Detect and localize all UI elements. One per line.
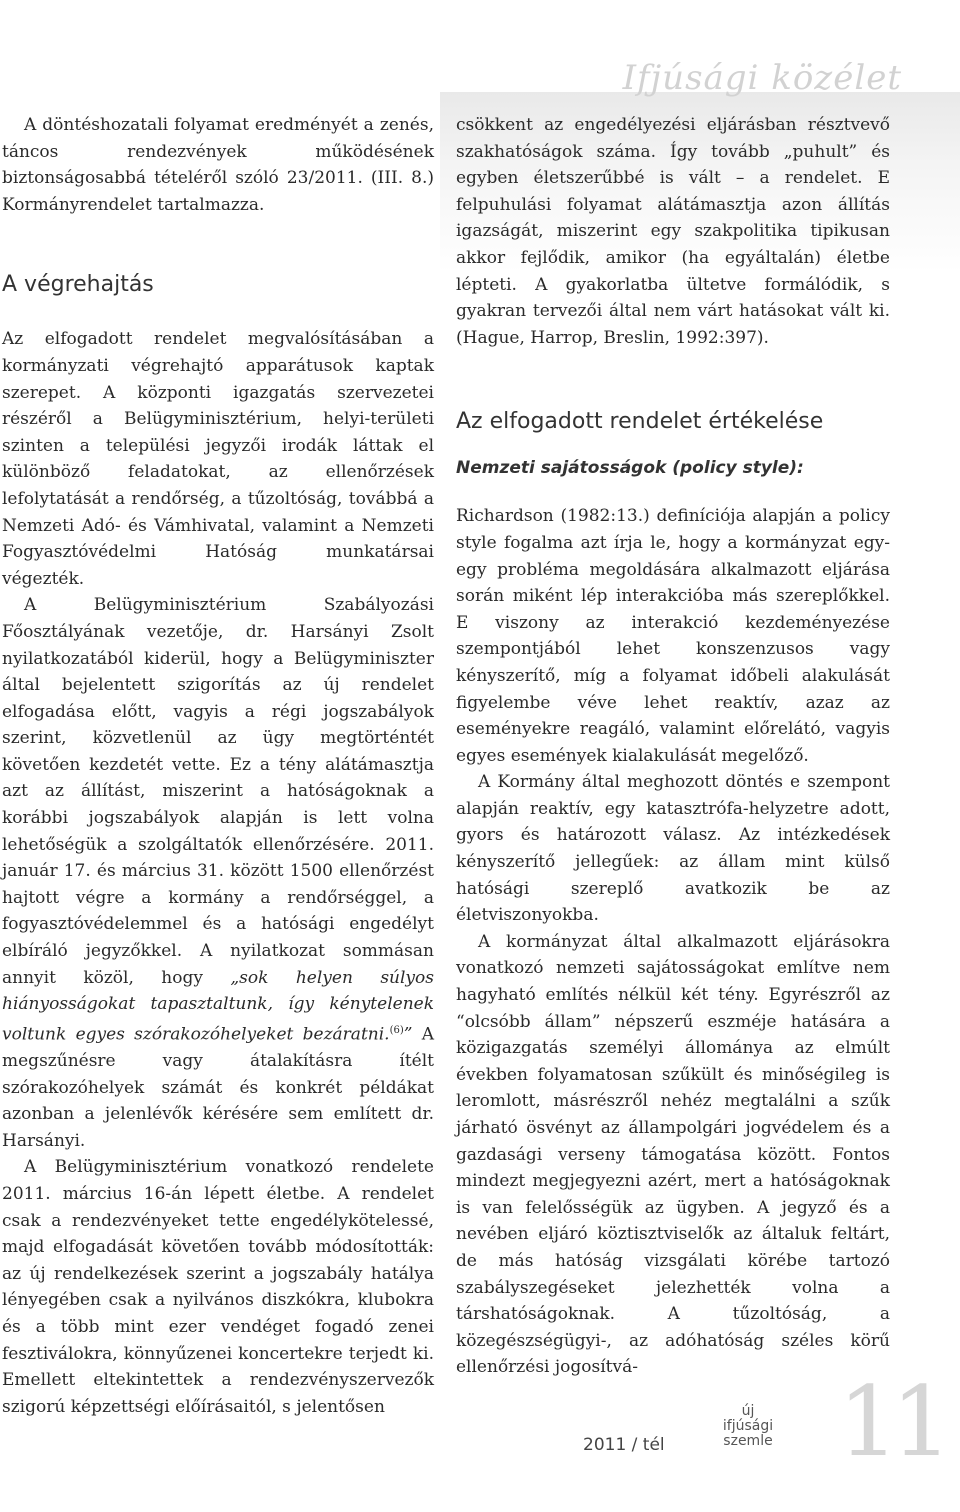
- paragraph-with-quote: [2, 592, 434, 1154]
- quote: „sok helyen súlyos hiányosságokat tapasztaltunk, így kénytelenek voltunk egyes szórakozóhelyeket bezáratni.: [2, 967, 434, 1045]
- intro-paragraph: A döntéshozatali folyamat eredményét a zenés, táncos rendezvények működésének biztonságosabbá tételéről szóló 23/2011. (III. 8.) Kormányrendelet tartalmazza.: [2, 115, 434, 215]
- paragraph: A kormányzat által alkalmazott eljárásokra vonatkozó nemzeti sajátosságokat említve nem hagyható említés nélkül két tény. Egyrészről az “olcsóbb állam” népszerű eszméje hatására a közigazgatás személyi állománya az elmúlt években folyamatosan szűkült és minőségileg is leromlott, másrészről nehéz megtalálni a szűk járható ösvényt az állampolgári jogvédelem és a gazdasági verseny támogatása között. Fontos mindezt megjegyezni azért, mert a hatóságoknak is van felelősségük az ügyben. A jegyző és a nevében eljáró köztisztviselők az általuk feltárt, de más hatóság vizsgálati körébe tartozó szabályszegéseket jelezhették volna a társhatóságoknak. A tűzoltóság, a közegészségügyi-, az adóhatóság széles körű ellenőrzési jogosítvá-: [456, 931, 890, 1378]
- logo-line: új: [741, 1403, 755, 1419]
- logo-line: ifjúsági: [722, 1418, 774, 1434]
- left-column: [2, 112, 434, 1420]
- page-number: 11: [838, 1366, 945, 1478]
- spacer: [456, 351, 890, 407]
- paragraph: csökkent az engedélyezési eljárásban résztvevő szakhatóságok száma. Így tovább „puhult” és egyben életszerűbbé is vált – a rendelet. E felpuhulási folyamat alátámasztja azon állítás igazságát, miszerint egy szakpolitika tipikusan akkor fejlődik, amikor (ha egyáltalán) életbe lépteti. A gyakorlatba ültetve formálódik, s gyakran tervezői által nem várt hatásokat vált ki. (Hague, Harrop, Breslin, 1992:397).: [456, 115, 890, 348]
- paragraph: A Belügyminisztérium vonatkozó rendelete 2011. március 16-án lépett életbe. A rendelet csak a rendezvényeket tette engedélykötelessé, majd elfogadását követően tovább módosították: az új rendelkezések szerint a jogszabály hatálya lényegében csak a nyilvános diszkókra, klubokra és a több mint ezer vendéget fogadó zenei fesztiválokra, könnyűzenei koncertekre terjedt ki. Emellett eltekintettek a rendezvényszervezők szigorú képzettségi előírásaitól, s jelentősen: [2, 1157, 434, 1417]
- paragraph: A Kormány által meghozott döntés e szempont alapján reaktív, egy katasztrófa-helyzetre adott, gyors és határozott válasz. Az intézkedések kényszerítő jellegűek: az állam mint külső hatósági szereplő avatkozik be az életviszonyokba.: [456, 772, 890, 926]
- paragraph: Richardson (1982:13.) definíciója alapján a policy style fogalma azt írja le, hogy a kormányzat egy-egy probléma megoldására alkalmazott eljárása során miként lép interakcióba más szereplőkkel. E viszony az interakció kezdeményezése szempontjából lehet konszenzusos vagy kényszerítő, míg a folyamat időbeli alakulását figyelembe véve lehet reaktív, azaz az eseményekre reagáló, valamint előrelátó, vagyis egyes események kialakulását megelőző.: [456, 506, 890, 766]
- text: A megszűnésre vagy átalakításra ítélt szórakozóhelyek számát és konkrét példákat azonban a jelenlévők kérésére sem említett dr. Harsányi.: [2, 1024, 434, 1151]
- section-heading-ertekeles: Az elfogadott rendelet értékelése: [456, 409, 824, 435]
- spacer: [456, 481, 890, 503]
- paragraph: Az elfogadott rendelet megvalósításában a kormányzati végrehajtó apparátusok kaptak szerepet. A központi igazgatás szervezetei részéről a Belügyminisztérium, helyi-területi szinten a települési jegyzői irodák láttak el különböző feladatokat, az ellenőrzések lefolytatását a rendőrség, a tűzoltóság, továbbá a Nemzeti Adó- és Vámhivatal, valamint a Nemzeti Fogyasztóvédelmi Hatóság munkatársai végezték.: [2, 329, 434, 589]
- text: A Belügyminisztérium Szabályozási Főosztályának vezetője, dr. Harsányi Zsolt nyilatkozatából kiderül, hogy a Belügyminiszter által bejelentett szigorítás az új rendelet elfogadása előtt, vagyis a régi jogszabályok szerint, közvetlenül az ügy megtörténtét követően kezdetét vette. Ez a tény alátámasztja azt az állítást, miszerint a hatóságoknak a korábbi jogszabályok alapján is lett volna lehetőségük a szolgáltatók ellenőrzésére. 2011. január 17. és március 31. között 1500 ellenőrzést hajtott végre a kormány a rendőrséggel, a fogyasztóvédelemmel és a hatósági engedélyt elbíráló jegyzőkkel. A nyilatkozat sommásan annyit közöl, hogy: [2, 595, 434, 988]
- subheading-policy-style: Nemzeti sajátosságok (policy style):: [456, 458, 804, 479]
- section-heading-vegrehajtas: A végrehajtás: [2, 272, 154, 298]
- spacer: [2, 218, 434, 270]
- spacer: [2, 300, 434, 326]
- issue-label: 2011 / tél: [583, 1435, 665, 1455]
- spacer: [456, 437, 890, 455]
- running-head: Ifjúsági közélet: [622, 58, 902, 98]
- quote-close: ”: [403, 1024, 413, 1045]
- right-column: [456, 112, 890, 1381]
- journal-logo: [688, 1404, 808, 1449]
- footnote-marker: (6): [389, 1024, 404, 1036]
- logo-line: szemle: [723, 1433, 773, 1449]
